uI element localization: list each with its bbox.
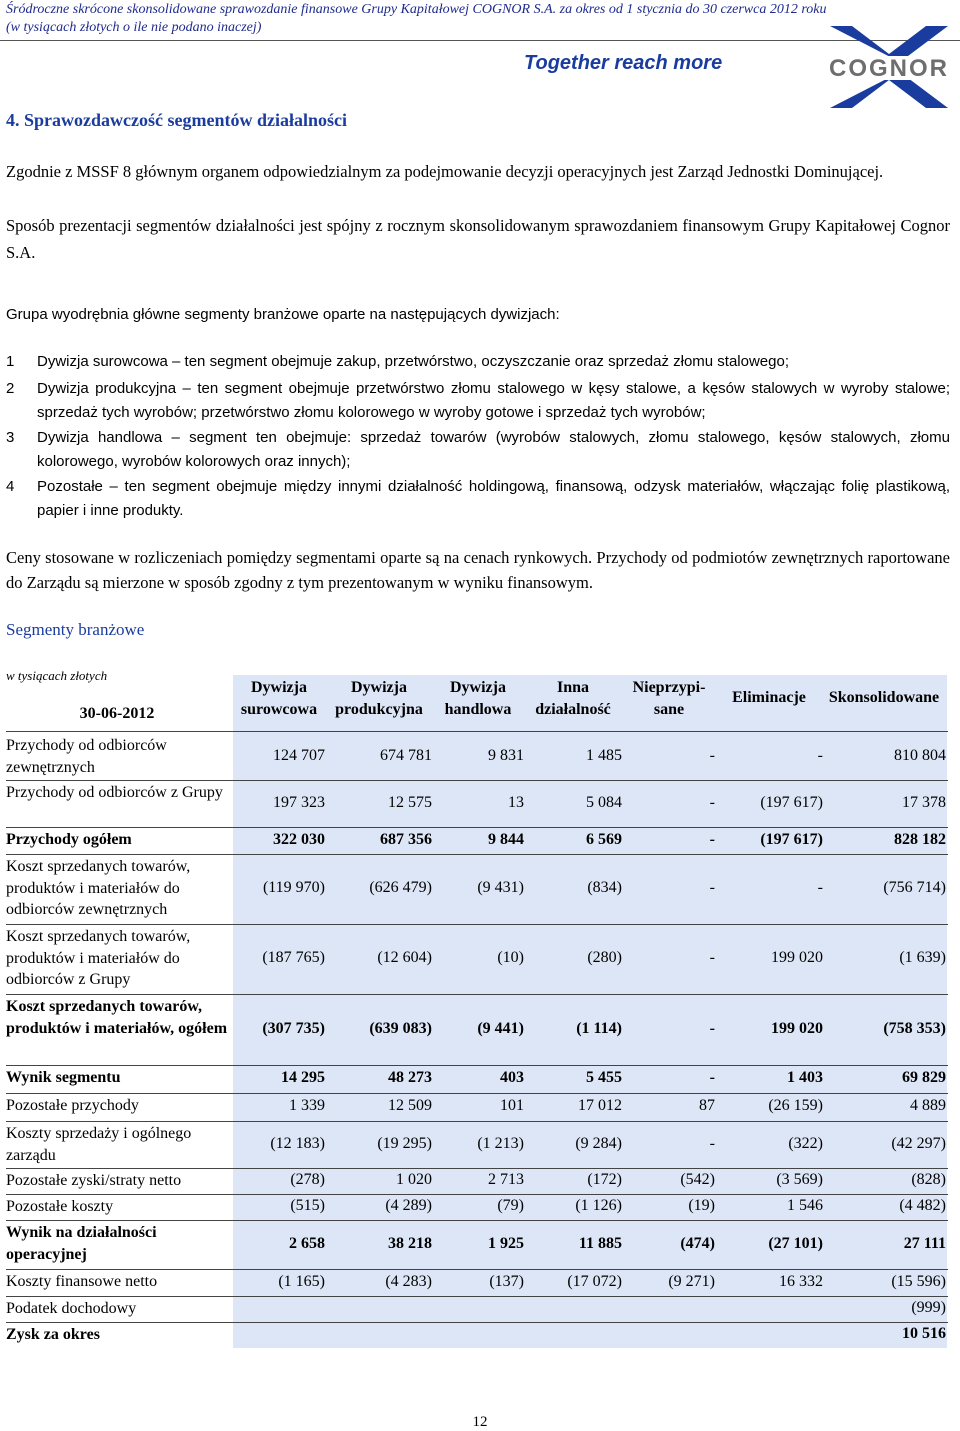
column-header-line2: działalność: [535, 701, 611, 718]
table-cell: 6 569: [586, 830, 622, 848]
segment-list-item: [6, 350, 950, 374]
table-row-rule: [6, 1322, 948, 1323]
table-cell: -: [709, 830, 715, 848]
table-row-label: Przychody ogółem: [6, 831, 132, 848]
cognor-logo: [818, 26, 960, 108]
segments-table-heading: Segmenty branżowe: [6, 620, 145, 639]
column-header-line2: produkcyjna: [335, 701, 423, 718]
table-cell: (197 617): [760, 830, 823, 848]
table-row-label: Przychody od odbiorców z Grupy: [6, 784, 223, 801]
svg-text:COGNOR: COGNOR: [829, 55, 949, 82]
table-row-rule: [6, 1168, 948, 1169]
table-row-rule: [6, 1194, 948, 1195]
table-cell: (15 596): [891, 1272, 946, 1290]
table-cell: (187 765): [262, 949, 325, 966]
table-cell: 9 844: [488, 830, 524, 848]
table-cell: 87: [699, 1097, 715, 1114]
table-cell: -: [817, 879, 823, 896]
table-cell: (756 714): [883, 879, 946, 896]
document-header-unit-note: (w tysiącach złotych o ile nie podano inaczej): [6, 20, 262, 35]
table-cell: (4 482): [899, 1197, 946, 1214]
column-header-line1: Eliminacje: [732, 689, 806, 706]
table-cell: 322 030: [273, 830, 325, 848]
table-cell: (12 183): [270, 1134, 325, 1152]
table-row-label: Koszt sprzedanych towarów, produktów i materiałów do odbiorców z Grupy: [6, 928, 191, 988]
table-cell: 199 020: [771, 1019, 823, 1037]
table-cell: -: [709, 879, 715, 896]
segment-description: Pozostałe – ten segment obejmuje między innymi działalność holdingową, finansową, odzysk materiałów, włączając folię plastikową, papier i inne produkty.: [37, 478, 950, 519]
column-header-line1: Dywizja: [351, 679, 407, 696]
table-cell: -: [709, 1134, 715, 1152]
table-cell: (999): [911, 1299, 946, 1316]
table-cell: 1 925: [488, 1234, 524, 1252]
table-cell: (639 083): [369, 1019, 432, 1037]
column-header-line1: Inna: [556, 679, 590, 696]
table-row-rule: [6, 994, 948, 995]
table-cell: -: [709, 1069, 715, 1086]
table-cell: 810 804: [894, 746, 946, 764]
paragraph-presentation-consistency: Sposób prezentacji segmentów działalności jest spójny z rocznym skonsolidowanym sprawozdaniem finansowym Grupy Kapitałowej Cognor S.A.: [6, 216, 950, 262]
segment-number: 1: [6, 353, 15, 370]
table-row-label: Koszt sprzedanych towarów, produktów i materiałów, ogółem: [6, 998, 228, 1037]
table-cell: 13: [508, 793, 524, 811]
table-cell: 69 829: [902, 1069, 946, 1086]
table-cell: (474): [680, 1234, 715, 1252]
table-unit-label: w tysiącach złotych: [6, 668, 108, 683]
table-cell: (1 213): [477, 1134, 524, 1152]
table-cell: (172): [587, 1171, 622, 1188]
table-cell: (17 072): [567, 1272, 622, 1290]
table-cell: 2 658: [289, 1234, 325, 1252]
segment-list-item: [6, 377, 950, 425]
segment-description: Dywizja handlowa – segment ten obejmuje: sprzedaż towarów (wyrobów stalowych, złomu stalowego, kęsów stalowych, złomu kolorowego, wyrobów kolorowych oraz innych);: [37, 429, 950, 470]
table-row-label: Pozostałe przychody: [6, 1097, 139, 1114]
table-cell: (3 569): [776, 1171, 823, 1188]
table-cell: (9 271): [668, 1272, 715, 1290]
table-cell: 4 889: [910, 1097, 946, 1114]
segment-number: 2: [6, 380, 15, 397]
table-cell: (307 735): [262, 1019, 325, 1037]
table-cell: 5 455: [586, 1069, 622, 1086]
column-header-line1: Nieprzypi-: [632, 679, 706, 696]
table-cell: (9 284): [575, 1134, 622, 1152]
table-row-label: Koszt sprzedanych towarów, produktów i materiałów do odbiorców zewnętrznych: [6, 858, 191, 918]
table-cell: (626 479): [369, 879, 432, 896]
table-cell: 828 182: [894, 830, 946, 848]
table-row-label: Pozostałe koszty: [6, 1198, 114, 1215]
table-row-rule: [6, 1220, 948, 1221]
document-header-title: Śródroczne skrócone skonsolidowane sprawozdanie finansowe Grupy Kapitałowej COGNOR S.A. za okres od 1 stycznia do 30 czerwca 2012 roku: [6, 2, 827, 17]
table-cell: (515): [290, 1197, 325, 1214]
table-cell: (10): [497, 949, 524, 966]
table-cell: (280): [587, 949, 622, 966]
table-date: 30-06-2012: [79, 705, 155, 722]
table-cell: (42 297): [891, 1134, 946, 1152]
table-row-label: Wynik na działalności operacyjnej: [6, 1224, 157, 1263]
table-cell: 38 218: [388, 1234, 432, 1252]
table-cell: (278): [290, 1171, 325, 1188]
table-cell: (137): [489, 1272, 524, 1290]
table-cell: 1 339: [289, 1097, 325, 1114]
table-cell: 9 831: [488, 746, 524, 764]
column-header-line1: Dywizja: [450, 679, 506, 696]
table-cell: (1 165): [278, 1272, 325, 1290]
table-row-label: Przychody od odbiorców zewnętrznych: [6, 737, 167, 776]
table-cell: (758 353): [883, 1019, 946, 1037]
table-row-rule: [6, 1065, 948, 1066]
table-cell: 124 707: [273, 746, 325, 764]
table-cell: 199 020: [771, 949, 823, 966]
segment-list-item: [6, 426, 950, 474]
column-header-line2: sane: [653, 701, 685, 718]
table-row-label: Pozostałe zyski/straty netto: [6, 1172, 182, 1189]
table-cell: 48 273: [388, 1069, 432, 1086]
table-cell: 12 509: [388, 1097, 432, 1114]
paragraph-operating-decision-maker: Zgodnie z MSSF 8 głównym organem odpowiedzialnym za podejmowanie decyzji operacyjnych jest Zarząd Jednostki Dominującej.: [6, 162, 884, 181]
table-cell: 2 713: [488, 1171, 524, 1188]
table-cell: (9 441): [477, 1019, 524, 1037]
table-cell: (19 295): [377, 1134, 432, 1152]
table-row-rule: [6, 854, 948, 855]
table-row-rule: [6, 1093, 948, 1094]
table-cell: (828): [911, 1171, 946, 1188]
table-cell: 1 020: [396, 1171, 432, 1188]
table-cell: 17 378: [902, 793, 946, 811]
table-cell: (1 126): [575, 1197, 622, 1214]
segment-number: 3: [6, 429, 15, 446]
table-row-label: Koszty finansowe netto: [6, 1273, 158, 1290]
table-cell: -: [709, 746, 715, 764]
table-cell: (322): [788, 1134, 823, 1152]
table-cell: (79): [497, 1197, 524, 1214]
table-cell: (12 604): [377, 949, 432, 966]
table-cell: (19): [688, 1197, 715, 1214]
table-cell: 1 546: [787, 1197, 823, 1214]
page-number: 12: [472, 1414, 488, 1430]
table-cell: (26 159): [768, 1097, 823, 1114]
table-cell: (1 639): [899, 949, 946, 966]
table-cell: (119 970): [262, 879, 325, 896]
table-cell: 5 084: [586, 793, 622, 811]
table-cell: 10 516: [902, 1325, 946, 1342]
table-row-rule: [6, 1121, 948, 1122]
table-row-rule: [6, 827, 948, 828]
paragraph-segments-intro: Grupa wyodrębnia główne segmenty branżowe oparte na następujących dywizjach:: [6, 306, 560, 323]
column-header: [824, 687, 944, 709]
segment-description: Dywizja surowcowa – ten segment obejmuje zakup, przetwórstwo, oczyszczanie oraz sprzedaż złomu stalowego;: [37, 353, 789, 370]
column-header-line2: handlowa: [444, 701, 512, 718]
table-cell: 1 485: [586, 746, 622, 764]
table-cell: 12 575: [388, 793, 432, 811]
table-cell: 14 295: [281, 1069, 325, 1086]
table-cell: 11 885: [578, 1234, 622, 1252]
column-header-line1: Dywizja: [251, 679, 307, 696]
table-cell: -: [709, 1019, 715, 1037]
segment-description: Dywizja produkcyjna – ten segment obejmuje przetwórstwo złomu stalowego w kęsy stalowe, a kęsów stalowych w wyroby stalowe; sprzedaż tych wyrobów; przetwórstwo złomu kolorowego w wyroby gotowe i sprzedaż tych wyrobów;: [37, 380, 950, 421]
table-header-rule: [6, 731, 948, 732]
table-cell: 16 332: [779, 1272, 823, 1290]
table-cell: -: [709, 793, 715, 811]
header-divider: [0, 40, 960, 41]
table-cell: (834): [587, 879, 622, 896]
table-cell: (9 431): [477, 879, 524, 896]
column-header: [709, 687, 829, 709]
table-cell: (27 101): [768, 1234, 823, 1252]
table-cell: 403: [500, 1069, 524, 1086]
segment-list-item: [6, 475, 950, 523]
table-cell: 1 403: [787, 1069, 823, 1086]
column-header-line2: surowcowa: [240, 701, 318, 718]
column-header-line1: Skonsolidowane: [828, 689, 940, 706]
table-row-label: Zysk za okres: [6, 1326, 100, 1343]
table-cell: (4 289): [385, 1197, 432, 1214]
company-slogan: Together reach more: [524, 52, 723, 74]
table-cell: 27 111: [903, 1234, 946, 1252]
table-row-rule: [6, 1296, 948, 1297]
table-cell: (542): [680, 1171, 715, 1188]
table-cell: 197 323: [273, 793, 325, 811]
table-row-label: Wynik segmentu: [6, 1069, 121, 1086]
table-cell: -: [709, 949, 715, 966]
table-row-label: Podatek dochodowy: [6, 1300, 137, 1317]
table-cell: 17 012: [578, 1097, 622, 1114]
section-title: 4. Sprawozdawczość segmentów działalności: [6, 110, 347, 130]
table-row-label: Koszty sprzedaży i ogólnego zarządu: [6, 1125, 192, 1164]
table-cell: 674 781: [380, 746, 432, 764]
table-cell: 687 356: [380, 830, 432, 848]
table-row-rule: [6, 1269, 948, 1270]
table-cell: (4 283): [385, 1272, 432, 1290]
table-cell: 101: [500, 1097, 524, 1114]
segment-number: 4: [6, 478, 15, 495]
table-row-rule: [6, 924, 948, 925]
table-cell: -: [817, 746, 823, 764]
table-row-rule: [6, 780, 948, 781]
table-cell: (197 617): [760, 793, 823, 811]
paragraph-transfer-pricing: Ceny stosowane w rozliczeniach pomiędzy segmentami oparte są na cenach rynkowych. Przychody od podmiotów zewnętrznych raportowane do Zarządu są mierzone w sposób zgodny z tym prezentowanym w wyniku finansowym.: [6, 548, 950, 592]
table-cell: (1 114): [576, 1019, 622, 1037]
